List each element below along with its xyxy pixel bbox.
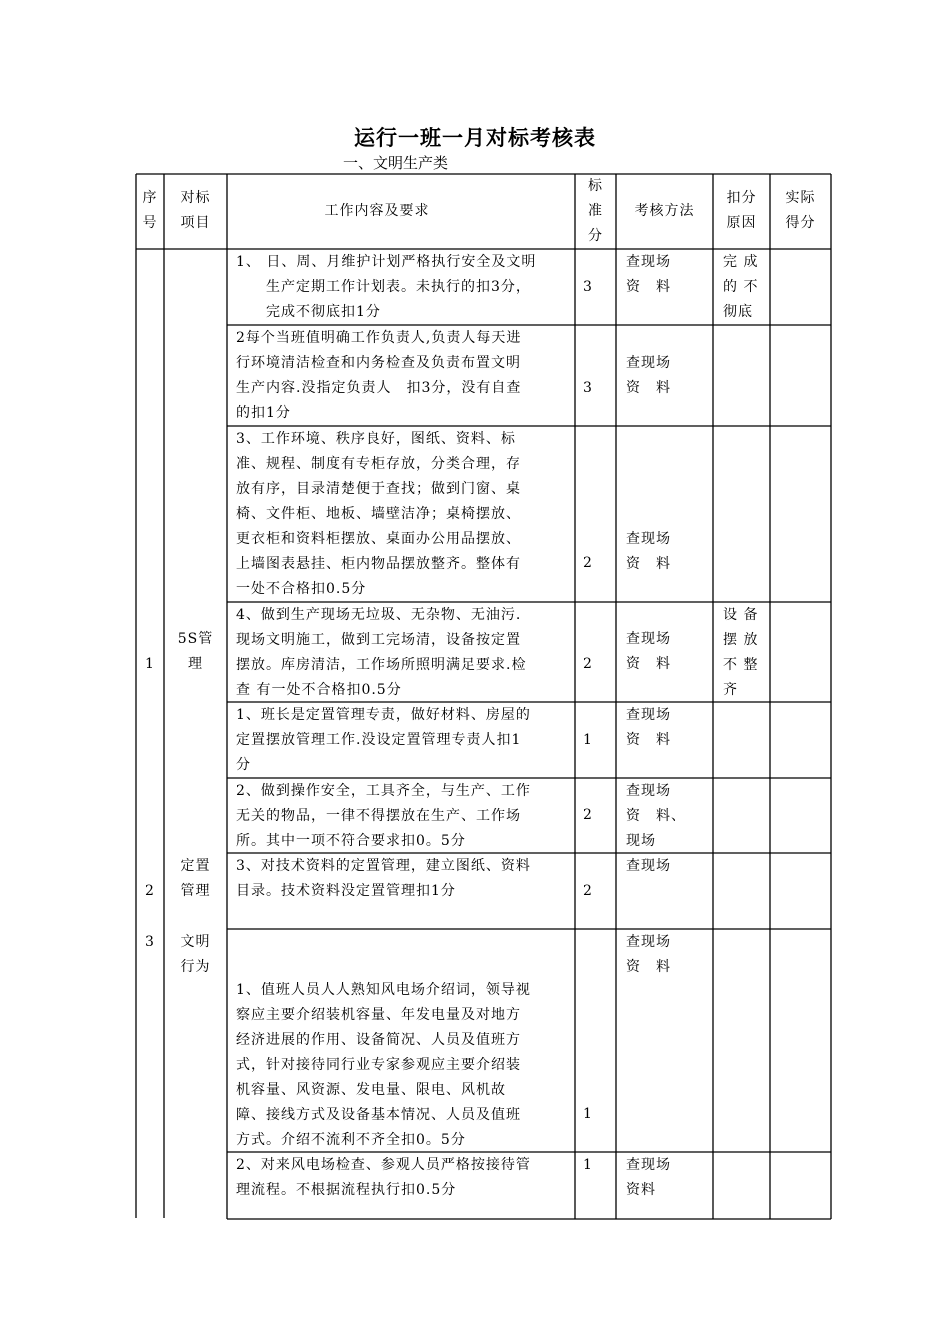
row-content: 3、工作环境、秩序良好，图纸、资料、标 准、规程、制度有专柜存放，分类合理，存 放有序，目录清楚便于查找；做到门窗、桌 椅、文件柜、地板、墙壁洁净；桌椅摆放、 更衣柜和资料柜摆放、桌面办公用品摆放、 上墙图表悬挂、柜内物品摆放整齐。整体有 一处不合格扣0.5分 [236,431,521,597]
row-method: 查现场 资 料 [626,631,671,672]
row-std: 2 [583,807,593,823]
row-method: 查现场 [626,858,671,874]
row-std: 2 [583,656,593,672]
header-seq: 序 号 [142,190,158,231]
row-content: 4、做到生产现场无垃圾、无杂物、无油污. 现场文明施工，做到工完场清，设备按定置 摆放。库房清洁，工作场所照明满足要求.检 查 有一处不合格扣0.5分 [236,607,527,698]
header-std: 标 准 分 [588,178,603,244]
group-seq: 1 [145,656,155,672]
group-seq: 2 [145,883,155,899]
group-item: 5S管 理 [177,631,214,672]
row-std: 3 [583,380,593,396]
row-content: 3、对技术资料的定置管理，建立图纸、资料 目录。技术资料没定置管理扣1分 [236,858,531,899]
group-item: 文明 行为 [180,934,211,975]
row-reason: 完 成 的 不 彻底 [723,254,759,320]
row-method: 查现场 资 料、 现场 [626,783,686,849]
row-std: 3 [583,279,593,295]
row-content: 2、做到操作安全，工具齐全，与生产、工作 无关的物品，一律不得摆放在生产、工作场 所。其中一项不符合要求扣0。5分 [236,783,531,849]
row-method: 查现场 资 料 [626,531,671,572]
row-method: 查现场 资料 [626,1157,671,1198]
row-method: 查现场 资 料 [626,934,671,975]
row-std: 1 [583,1106,593,1122]
header-method: 考核方法 [634,203,695,219]
header-reason: 扣分 原因 [726,190,757,231]
row-method: 查现场 资 料 [626,355,671,396]
row-std: 1 [583,1157,593,1173]
row-content: 1、班长是定置管理专责，做好材料、房屋的 定置摆放管理工作.没设定置管理专责人扣1 分 [236,707,531,773]
row-std: 1 [583,732,593,748]
header-score: 实际 得分 [785,190,816,231]
group-item: 定置 管理 [180,858,211,899]
row-std: 2 [583,883,593,899]
row-content: 2每个当班值明确工作负责人,负责人每天进 行环境清洁检查和内务检查及负责布置文明 生产内容.没指定负责人 扣3分，没有自查 的扣1分 [236,330,522,421]
header-item: 对标 项目 [180,190,211,231]
section-heading: 一、文明生产类 [343,154,449,172]
group-seq: 3 [145,934,155,950]
row-content: 2、对来风电场检查、参观人员严格按接待管 理流程。不根据流程执行扣0.5分 [236,1157,531,1198]
row-reason: 设 备 摆 放 不 整 齐 [723,607,759,698]
row-std: 2 [583,555,593,571]
row-content: 1、值班人员人人熟知风电场介绍词，领导视 察应主要介绍装机容量、年发电量及对地方 经济进展的作用、设备简况、人员及值班方 式，针对接待同行业专家参观应主要介绍装 机容量、风资源、发电量、限电、风机故 障、接线方式及设备基本情况、人员及值班 方式。介绍不流利不齐全扣0。5分 [236,982,531,1148]
row-method: 查现场 资 料 [626,254,671,295]
header-content: 工作内容及要求 [324,203,430,219]
page-title: 运行一班一月对标考核表 [354,126,596,150]
row-content: 1、 日、周、月维护计划严格执行安全及文明 生产定期工作计划表。未执行的扣3分， 完成不彻底扣1分 [236,254,537,320]
row-method: 查现场 资 料 [626,707,671,748]
